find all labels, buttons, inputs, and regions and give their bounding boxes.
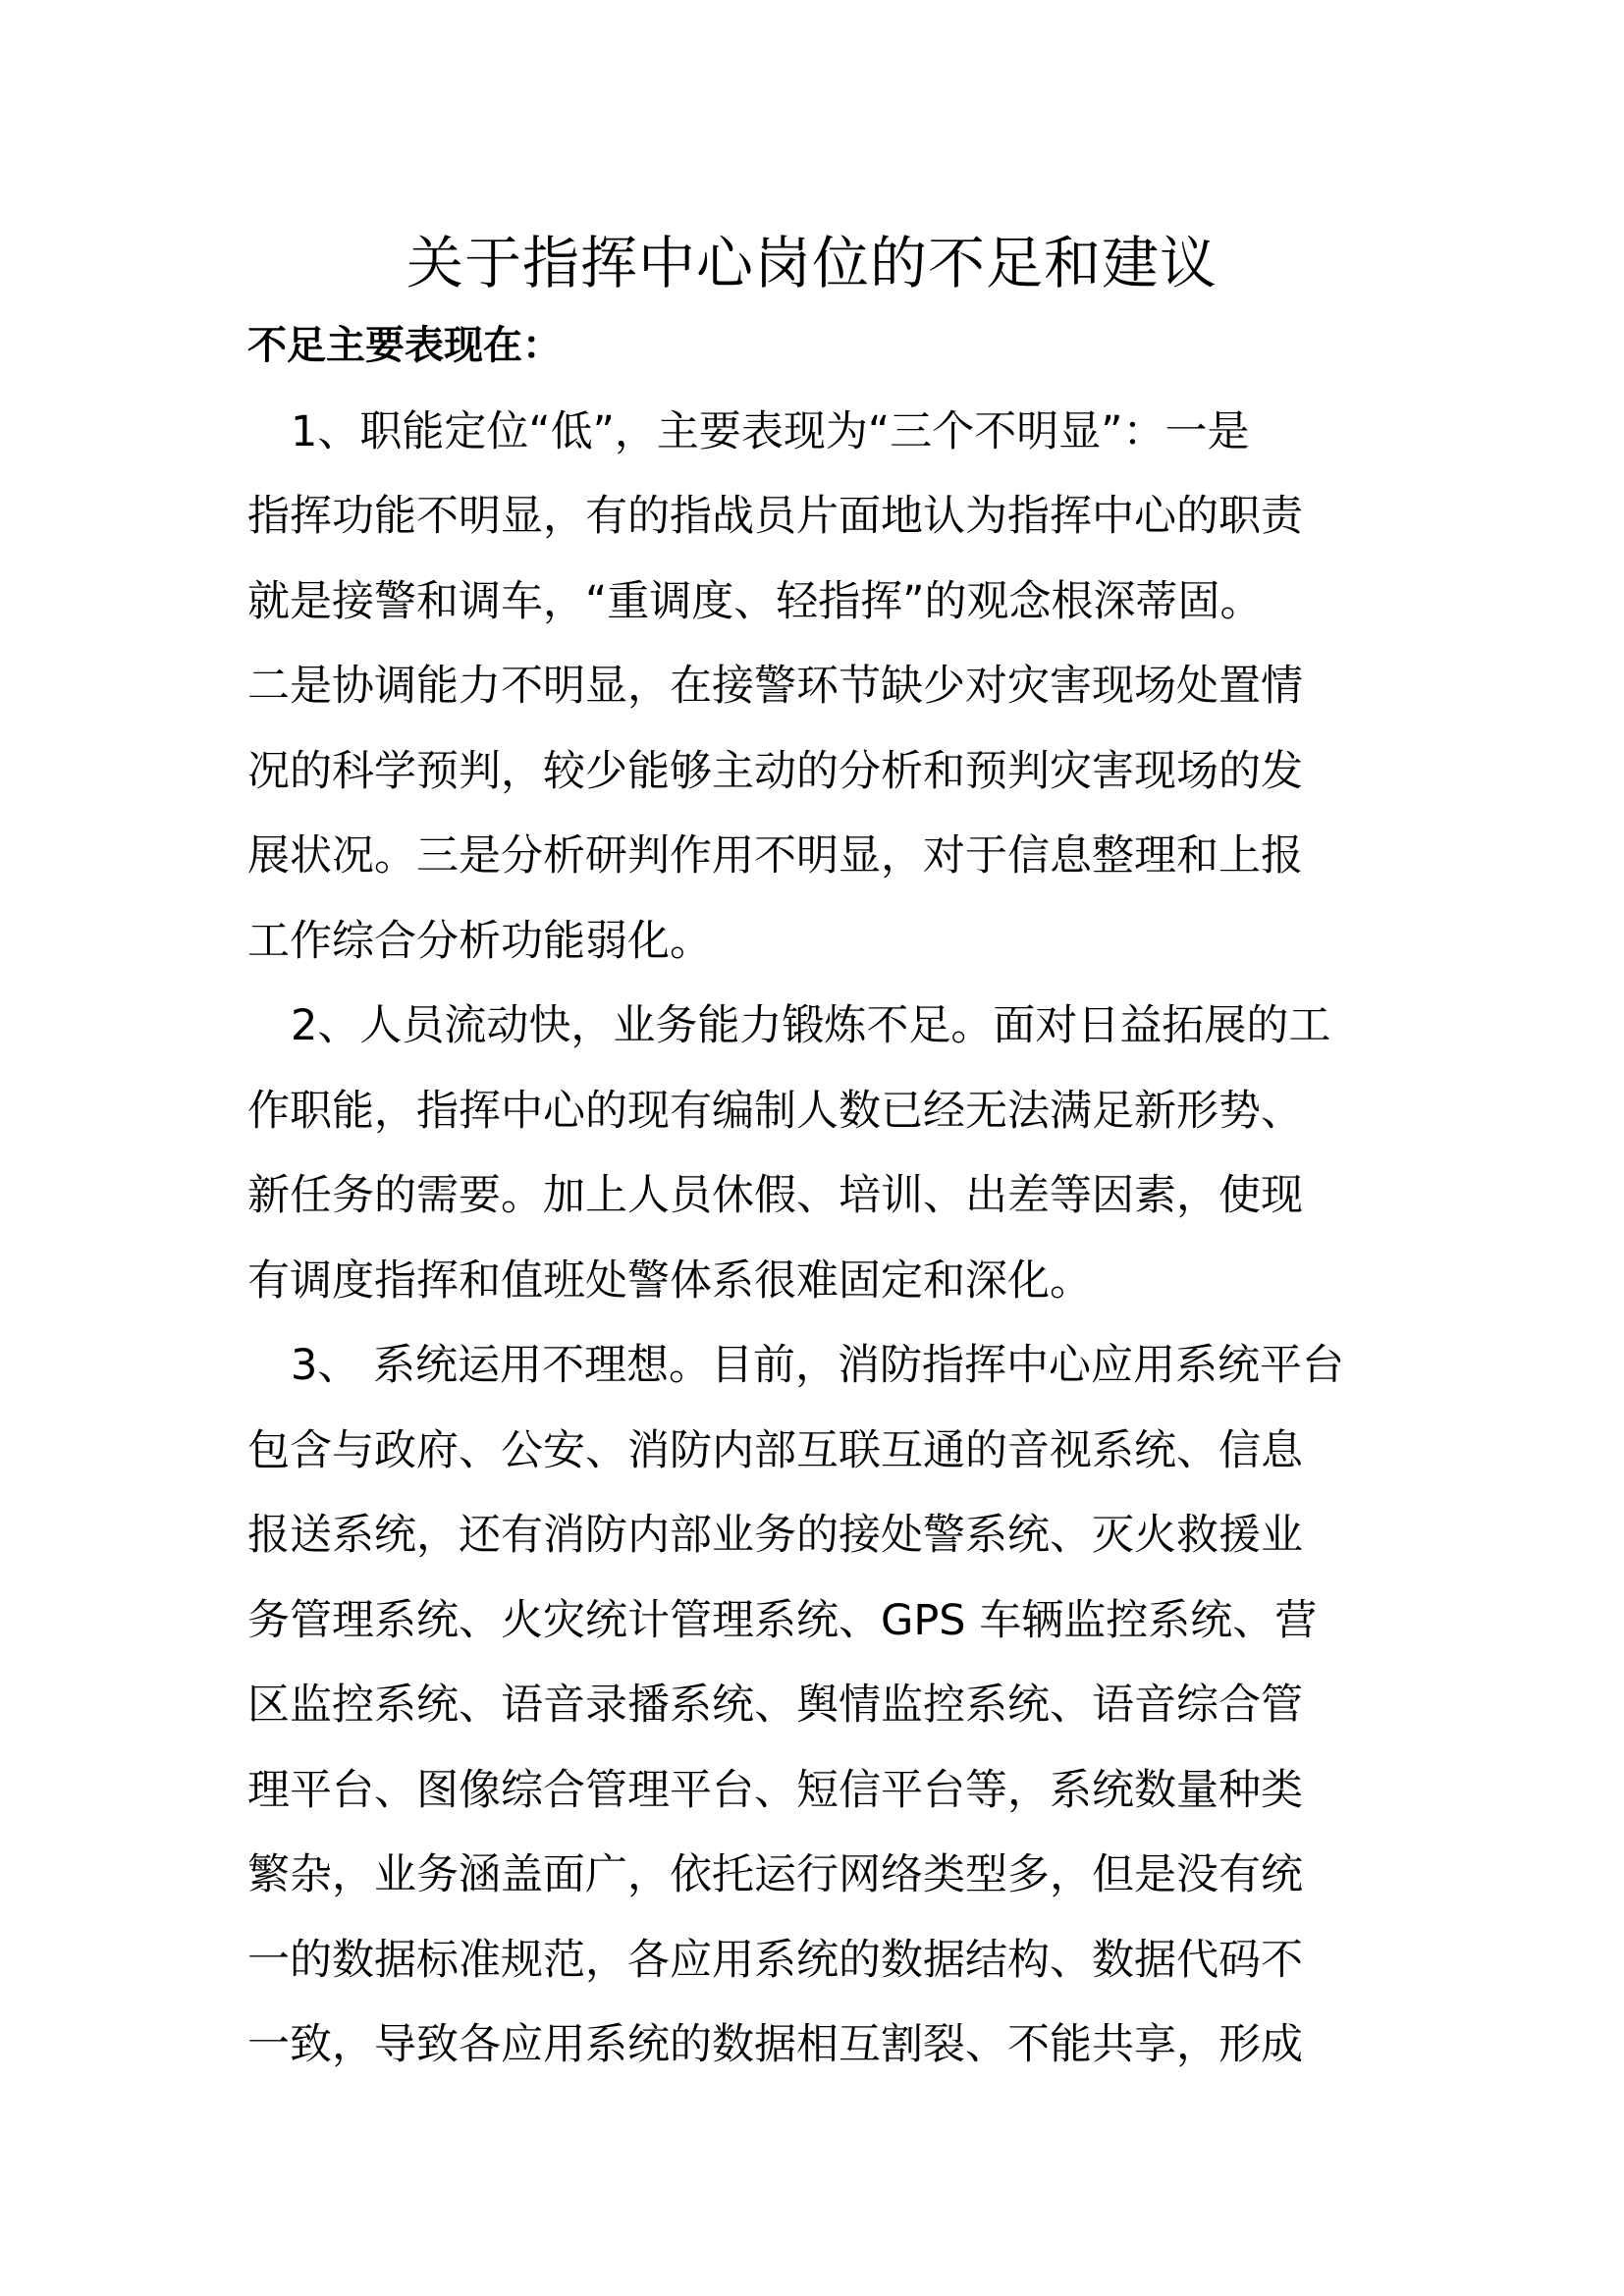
paragraph-1-line-6: 展状况。三是分析研判作用不明显，对于信息整理和上报 xyxy=(247,831,1303,881)
paragraph-1-line-2: 指挥功能不明显，有的指战员片面地认为指挥中心的职责 xyxy=(247,492,1303,541)
paragraph-1-line-1: 1、职能定位“低”，主要表现为“三个不明显”：一是 xyxy=(291,407,1250,456)
paragraph-1-line-3: 就是接警和调车，“重调度、轻指挥”的观念根深蒂固。 xyxy=(247,577,1263,626)
paragraph-3-line-9: 一致，导致各应用系统的数据相互割裂、不能共享，形成 xyxy=(247,2020,1303,2069)
paragraph-2-line-2: 作职能，指挥中心的现有编制人数已经无法满足新形势、 xyxy=(247,1087,1303,1136)
paragraph-3-line-2: 包含与政府、公安、消防内部互联互通的音视系统、信息 xyxy=(247,1426,1303,1475)
section-subheading: 不足主要表现在： xyxy=(247,323,562,368)
paragraph-3-line-7: 繁杂，业务涵盖面广，依托运行网络类型多，但是没有统 xyxy=(247,1850,1303,1899)
paragraph-1-line-5: 况的科学预判，较少能够主动的分析和预判灾害现场的发 xyxy=(247,747,1303,796)
paragraph-2-line-3: 新任务的需要。加上人员休假、培训、出差等因素，使现 xyxy=(247,1171,1303,1220)
paragraph-1-line-4: 二是协调能力不明显，在接警环节缺少对灾害现场处置情 xyxy=(247,662,1303,711)
paragraph-3-line-5: 区监控系统、语音录播系统、舆情监控系统、语音综合管 xyxy=(247,1681,1303,1730)
paragraph-3-line-4: 务管理系统、火灾统计管理系统、GPS 车辆监控系统、营 xyxy=(247,1596,1318,1645)
paragraph-3-line-3: 报送系统，还有消防内部业务的接处警系统、灭火救援业 xyxy=(247,1511,1303,1560)
paragraph-2-line-4: 有调度指挥和值班处警体系很难固定和深化。 xyxy=(247,1256,1092,1306)
document-title: 关于指挥中心岗位的不足和建议 xyxy=(406,230,1218,296)
paragraph-3-line-6: 理平台、图像综合管理平台、短信平台等，系统数量种类 xyxy=(247,1766,1303,1815)
paragraph-3-line-8: 一的数据标准规范，各应用系统的数据结构、数据代码不 xyxy=(247,1936,1303,1985)
paragraph-3-line-1: 3、 系统运用不理想。目前，消防指挥中心应用系统平台 xyxy=(291,1341,1345,1390)
paragraph-1-line-7: 工作综合分析功能弱化。 xyxy=(247,917,712,966)
paragraph-2-line-1: 2、人员流动快，业务能力锻炼不足。面对日益拓展的工 xyxy=(291,1001,1331,1050)
